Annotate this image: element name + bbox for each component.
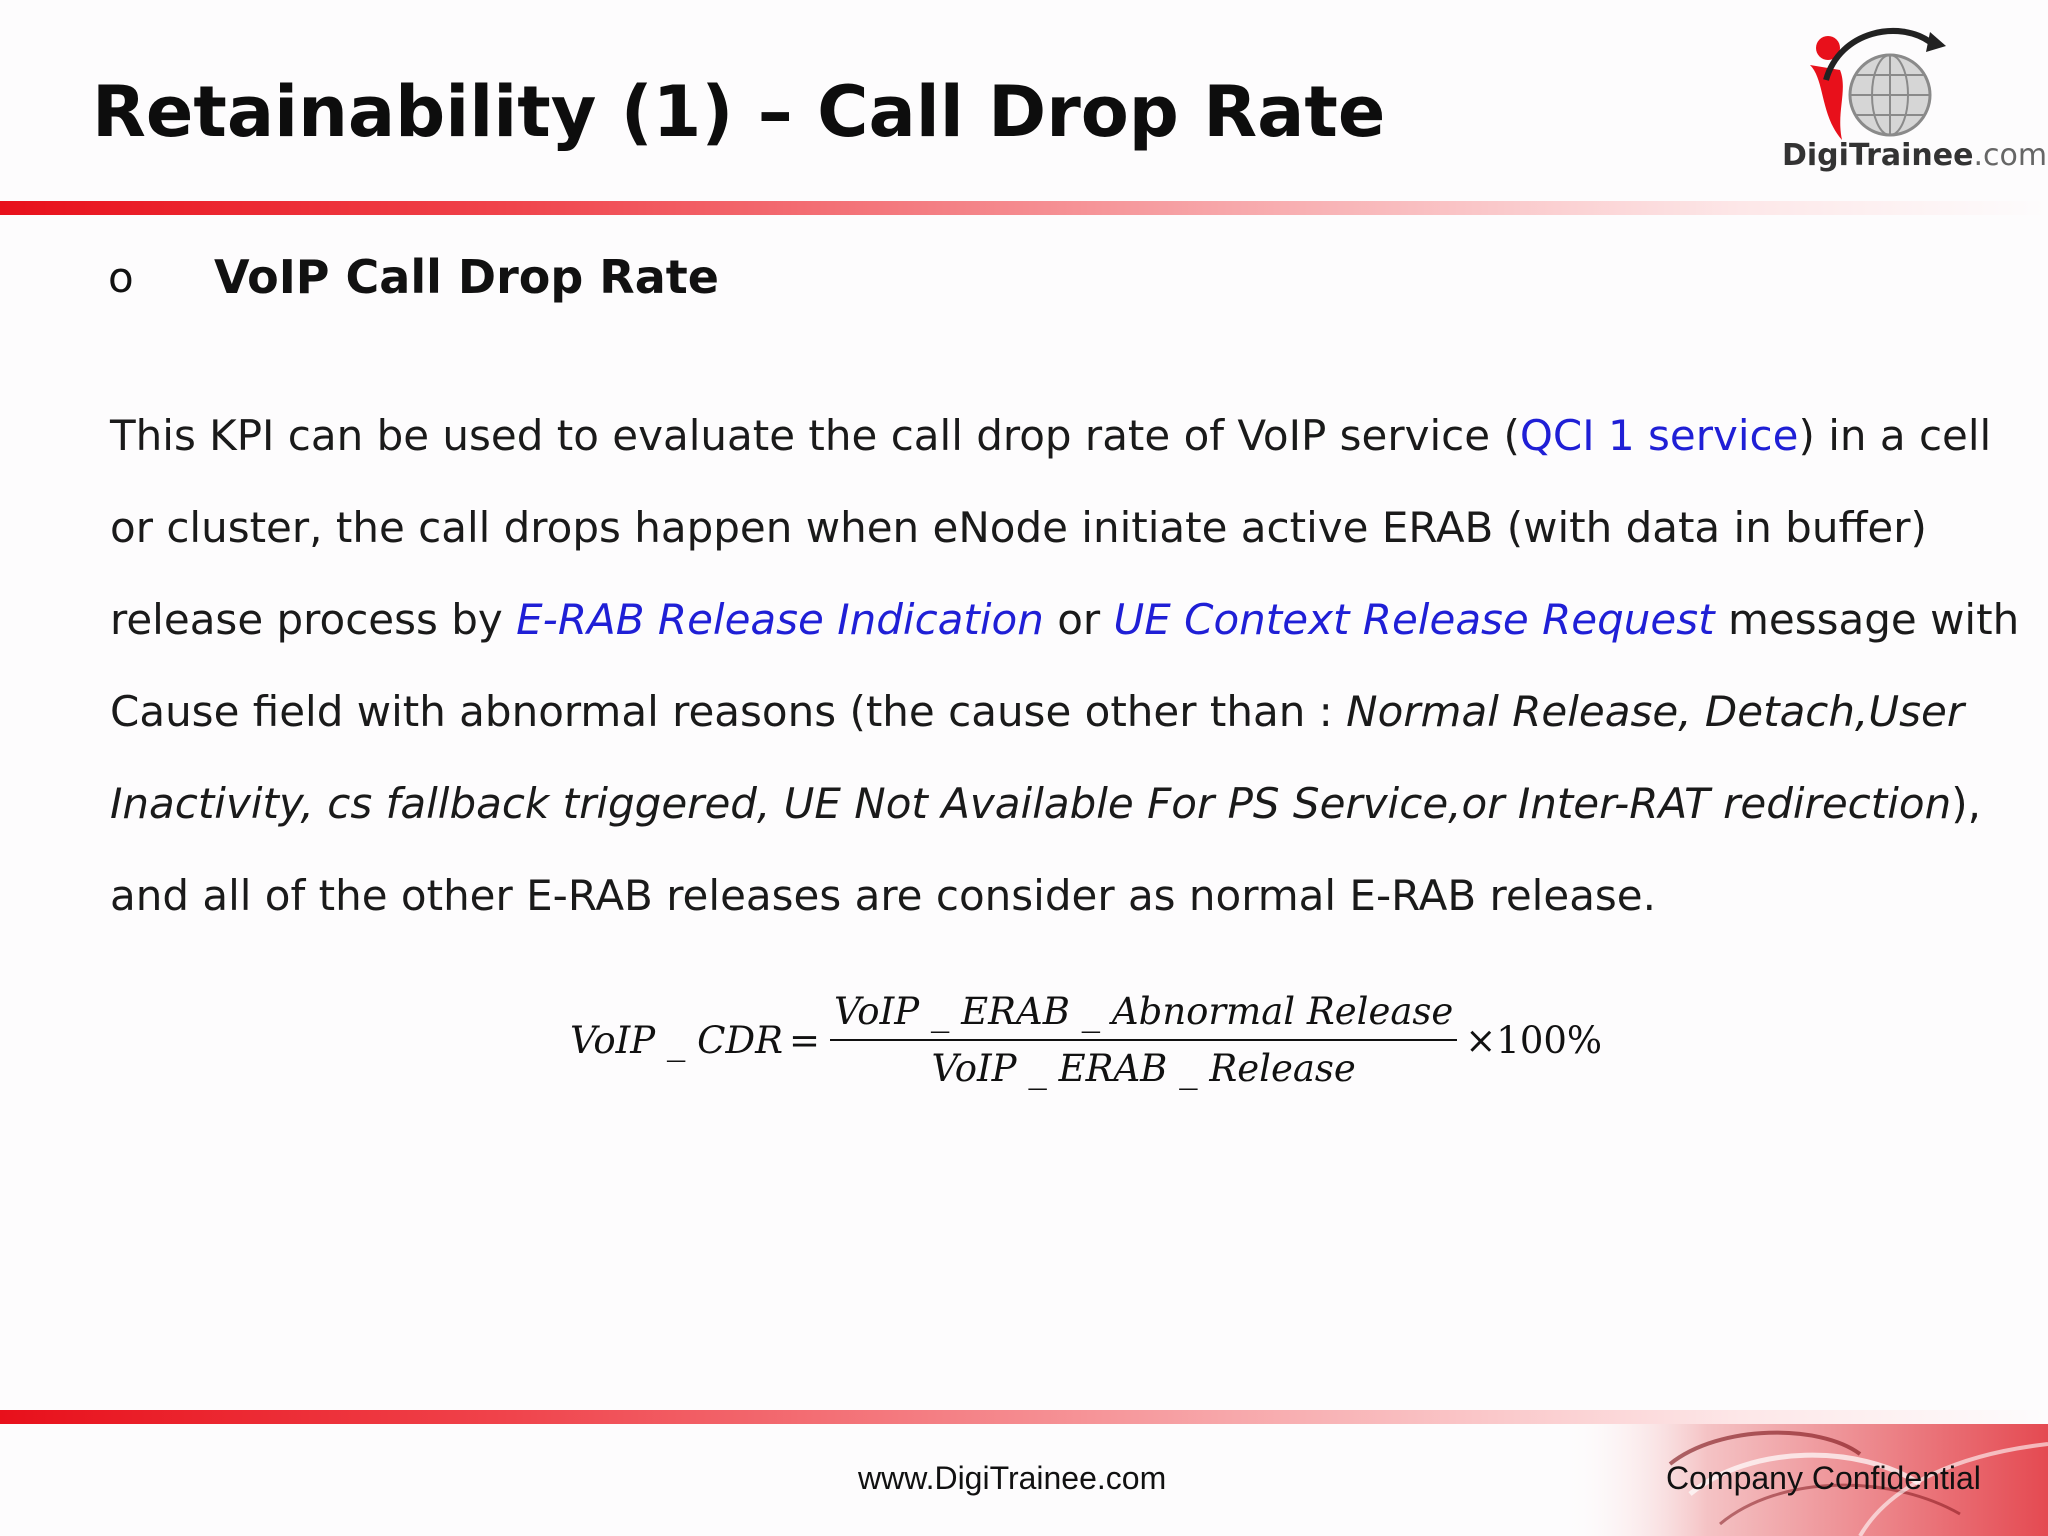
footer-website: www.DigiTrainee.com <box>858 1460 1167 1496</box>
text-run: ) in a cell <box>1798 411 1992 460</box>
bullet-marker: o <box>108 252 134 302</box>
logo-name: DigiTrainee <box>1782 138 1974 173</box>
text-run: or <box>1043 595 1114 644</box>
paragraph-line <box>110 758 1990 850</box>
formula-lhs: VoIP _ CDR <box>570 1018 783 1062</box>
footer-confidential: Company Confidential <box>1666 1460 1981 1496</box>
bullet-item <box>108 250 719 304</box>
formula-numerator: VoIP _ ERAB _ Abnormal Release <box>833 990 1454 1033</box>
text-run: Cause field with abnormal reasons (the cause other than : <box>110 687 1347 736</box>
normal-causes-list: Inactivity, cs fallback triggered, UE Not Available For PS Service,or Inter-RAT redirection <box>110 779 1952 828</box>
text-run: message with <box>1714 595 2020 644</box>
qci-highlight: QCI 1 service <box>1519 411 1799 460</box>
paragraph-line <box>110 666 1990 758</box>
formula-multiplier: ×100% <box>1465 1018 1603 1062</box>
header-divider <box>0 201 2048 215</box>
formula-denominator: VoIP _ ERAB _ Release <box>931 1047 1356 1090</box>
slide-title: Retainability (1) – Call Drop Rate <box>92 71 1386 153</box>
text-run: This KPI can be used to evaluate the call drop rate of VoIP service ( <box>110 411 1520 460</box>
ue-context-release-request-term: UE Context Release Request <box>1113 595 1715 644</box>
fraction-bar <box>830 1039 1457 1041</box>
cdr-formula <box>570 990 1602 1090</box>
logo-suffix: .com <box>1973 138 2048 173</box>
paragraph-line <box>110 390 1990 482</box>
paragraph-line <box>110 574 2020 666</box>
formula-equals: = <box>788 1018 820 1062</box>
paragraph-line: and all of the other E-RAB releases are consider as normal E-RAB release. <box>110 871 1657 920</box>
normal-causes-list: Normal Release, Detach,User <box>1346 687 1965 736</box>
formula-fraction <box>830 990 1457 1090</box>
bullet-heading: VoIP Call Drop Rate <box>214 250 719 304</box>
text-run: ), <box>1951 779 1981 828</box>
erab-release-indication-term: E-RAB Release Indication <box>516 595 1044 644</box>
text-run: release process by <box>110 595 517 644</box>
logo-wordmark <box>1782 138 2047 173</box>
footer-divider <box>0 1410 2048 1424</box>
kpi-description <box>110 390 2020 942</box>
paragraph-line: or cluster, the call drops happen when eNode initiate active ERAB (with data in buffer) <box>110 503 1927 552</box>
